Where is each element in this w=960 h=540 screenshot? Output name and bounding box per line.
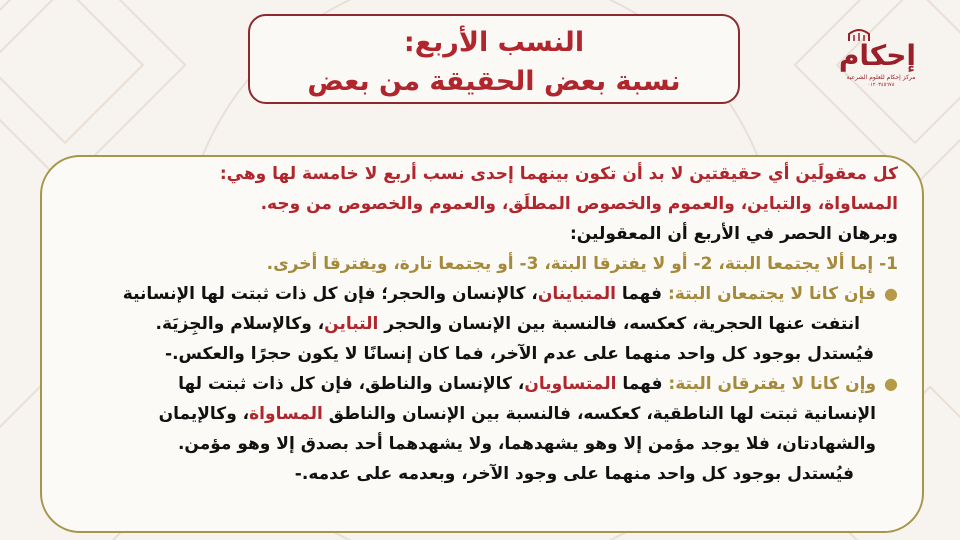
case2-line-1 [70, 369, 898, 399]
logo-number: ٠١٢٠٣٤٥٦٧٨ [867, 82, 895, 88]
case1-l2-a: انتفت عنها الحجرية، كعكسه، فالنسبة بين الإنسان والحجر [378, 314, 860, 334]
case1-line-2 [70, 309, 898, 339]
case1-l3: فيُستدل بوجود كل واحد منهما على عدم الآخر، فما كان إنسانًا لا يكون حجرًا والعكس. [172, 344, 874, 364]
dash-1: - [165, 344, 173, 364]
case1-text-a: فهما [615, 284, 668, 304]
case1-l2-term: التباين [324, 314, 379, 334]
intro-line-1: كل معقولَين أي حقيقتين لا بد أن تكون بينهما إحدى نسب أربع لا خامسة لها وهي: [219, 164, 898, 184]
proof-line-1: وبرهان الحصر في الأربع أن المعقولين: [569, 224, 898, 244]
case2-condition: وإن كانا لا يفترقان البتة: [668, 374, 877, 394]
case1-line-1 [70, 279, 898, 309]
proof-line-2: 1- إما ألا يجتمعا البتة، 2- أو لا يفترقا البتة، 3- أو يجتمعا تارة، ويفترقا أخرى. [266, 254, 898, 274]
logo-subtitle: مركز إحكام للعلوم الشرعية [846, 74, 916, 81]
brand-logo [838, 26, 916, 94]
bullet-icon: ● [884, 284, 898, 303]
case2-line-4 [70, 459, 898, 489]
case1-text-b: ، كالإنسان والحجر؛ فإن كل ذات ثبتت لها الإنسانية [122, 284, 538, 304]
case2-l4: فيُستدل بوجود كل واحد منهما على وجود الآخر، وبعدمه على عدمه. [301, 464, 854, 484]
case2-l2-b: ، وكالإيمان [158, 404, 250, 424]
dash-2: - [294, 464, 302, 484]
case1-l2-b: ، وكالإسلام والجِزيَة. [155, 314, 325, 334]
case1-line-3 [70, 339, 898, 369]
case2-text-a: فهما [616, 374, 669, 394]
case2-l2-a: الإنسانية ثبتت لها الناطقية، كعكسه، فالنسبة بين الإنسان والناطق [322, 404, 876, 424]
page-title: النسب الأربع: [403, 27, 585, 58]
title-box [248, 14, 740, 104]
case2-term: المتساويان [524, 374, 617, 394]
logo-name: إحكام [838, 39, 916, 72]
case2-line-3: والشهادتان، فلا يوجد مؤمن إلا وهو يشهدهما، ولا يشهدهما أحد بصدق إلا وهو مؤمن. [177, 434, 876, 454]
case2-text-b: ، كالإنسان والناطق، فإن كل ذات ثبتت لها [178, 374, 525, 394]
case1-condition: فإن كانا لا يجتمعان البتة: [667, 284, 877, 304]
page-subtitle: نسبة بعض الحقيقة من بعض [307, 66, 681, 97]
intro-line-2: المساواة، والتباين، والعموم والخصوص المطلَق، والعموم والخصوص من وجه. [260, 194, 898, 214]
case2-l2-term: المساواة [249, 404, 323, 424]
case1-term: المتباينان [537, 284, 616, 304]
bullet-icon: ● [884, 374, 898, 393]
arch-icon [848, 28, 870, 42]
case2-line-2 [70, 399, 898, 429]
content-body [70, 159, 898, 489]
